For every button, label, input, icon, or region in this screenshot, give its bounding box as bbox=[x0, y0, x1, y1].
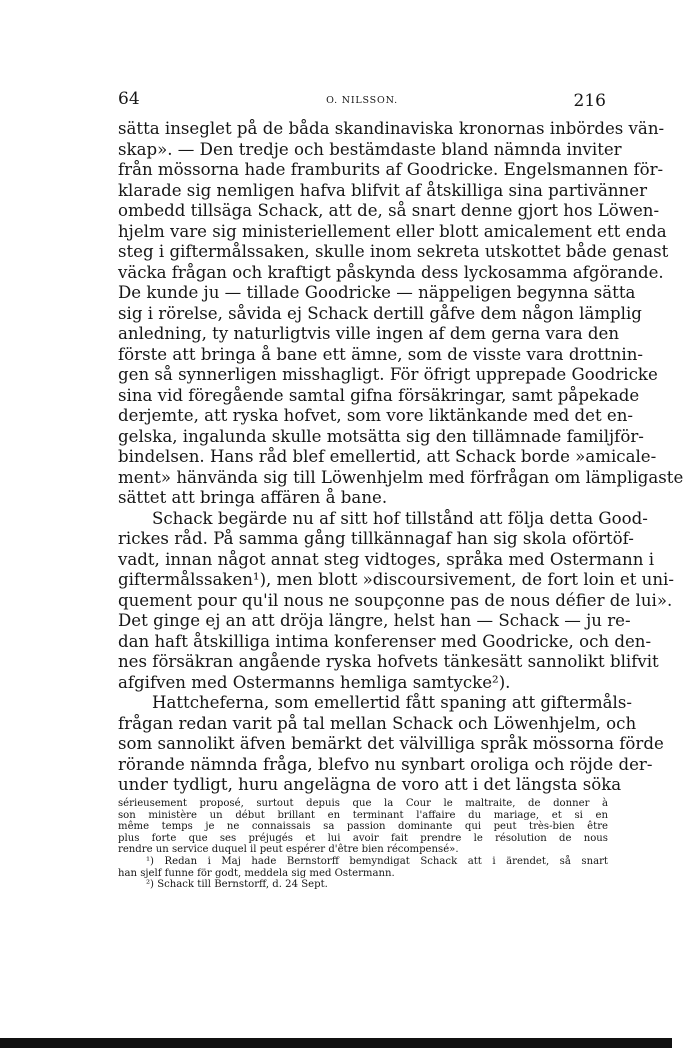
text-line: gen så synnerligen misshagligt. För öfrigt upprepade Goodricke bbox=[118, 365, 658, 384]
text-line: skap». — Den tredje och bestämdaste bland nämnda inviter bbox=[118, 139, 622, 159]
footnote-2: ²) Schack till Bernstorff, d. 24 Sept. bbox=[146, 879, 328, 891]
text-line: väcka frågan och kraftigt påskynda dess lyckosamma afgörande. bbox=[118, 262, 664, 282]
text-line: steg i giftermålssaken, skulle inom sekreta utskottet både genast bbox=[118, 242, 669, 261]
footnote-1: ¹) Redan i Maj hade Bernstorff bemyndigat Schack att i ärendet, så snart bbox=[146, 855, 608, 867]
text-line: quement pour qu'il nous ne soupçonne pas de nous défier de lui». bbox=[118, 590, 673, 610]
running-title: O. NILSSON. bbox=[326, 95, 398, 106]
text-line: ombedd tillsäga Schack, att de, så snart denne gjort hos Löwen- bbox=[118, 201, 660, 220]
footnote-line: han sjelf funne för godt, meddela sig med Ostermann. bbox=[118, 867, 395, 879]
text-line: rörande nämnda fråga, blefvo nu synbart oroliga och röjde der- bbox=[118, 754, 653, 774]
scan-edge-bar bbox=[0, 1038, 672, 1048]
text-line: anledning, ty naturligtvis ville ingen af dem gerna vara den bbox=[118, 324, 620, 343]
text-line: derjemte, att ryska hofvet, som vore liktänkande med det en- bbox=[118, 406, 634, 425]
footnote-line: plus forte que ses préjugés et lui avoir fait prendre le résolution de nous bbox=[118, 832, 608, 844]
text-line: giftermålssaken¹), men blott »discoursivement, de fort loin et uni- bbox=[118, 570, 674, 589]
text-line: under tydligt, huru angelägna de voro att i det längsta söka bbox=[118, 775, 622, 794]
text-line: sig i rörelse, såvida ej Schack dertill gåfve dem någon lämplig bbox=[118, 303, 642, 323]
footnotes bbox=[118, 798, 608, 891]
paragraph-end-line: sättet att bringa affären å bane. bbox=[118, 488, 388, 507]
text-line: gelska, ingalunda skulle motsätta sig den tillämnade familjför- bbox=[118, 426, 644, 446]
paragraph-start-line: Schack begärde nu af sitt hof tillstånd att följa detta Good- bbox=[152, 508, 648, 528]
footnote-line: sérieusement proposé, surtout depuis que la Cour le maltraite, de donner à bbox=[118, 798, 608, 809]
footnote-line: son ministère un début brillant en terminant l'affaire du mariage, et si en bbox=[118, 809, 608, 821]
text-line: hjelm vare sig ministeriellement eller blott amicalement ett enda bbox=[118, 221, 667, 241]
text-line: förste att bringa å bane ett ämne, som de visste vara drottnin- bbox=[118, 344, 644, 364]
footnote-line: même temps je ne connaissais sa passion dominante qui peut très-bien être bbox=[118, 821, 608, 833]
text-line: sina vid föregående samtal gifna försäkringar, samt påpekade bbox=[118, 385, 640, 405]
paragraph-end-line: afgifven med Ostermanns hemliga samtycke²). bbox=[118, 672, 511, 692]
text-line: frågan redan varit på tal mellan Schack och Löwenhjelm, och bbox=[118, 713, 637, 733]
paragraph-start-line: Hattcheferna, som emellertid fått spaning att giftermåls- bbox=[152, 693, 632, 712]
text-line: ment» hänvända sig till Löwenhjelm med förfrågan om lämpligaste bbox=[118, 467, 683, 487]
right-page-number: 216 bbox=[573, 91, 606, 111]
text-line: klarade sig nemligen hafva blifvit af åtskilliga sina partivänner bbox=[118, 180, 647, 200]
text-line: som sannolikt äfven bemärkt det välvilliga språk mössorna förde bbox=[118, 734, 664, 753]
text-line: från mössorna hade framburits af Goodricke. Engelsmannen för- bbox=[118, 160, 664, 179]
main-text bbox=[118, 119, 683, 796]
text-line: nes försäkran angående ryska hofvets tänkesätt sannolikt blifvit bbox=[118, 652, 659, 671]
page-header bbox=[118, 89, 606, 113]
text-line: sätta inseglet på de båda skandinaviska kronornas inbördes vän- bbox=[118, 119, 665, 138]
text-line: bindelsen. Hans råd blef emellertid, att Schack borde »amicale- bbox=[118, 447, 657, 466]
text-line: De kunde ju — tillade Goodricke — näppeligen begynna sätta bbox=[118, 283, 636, 302]
text-line: rickes råd. På samma gång tillkännagaf han sig skola oförtöf- bbox=[118, 529, 634, 548]
left-page-number: 64 bbox=[118, 89, 140, 109]
footnote-line: rendre un service duquel il peut espérer d'être bien récompensé». bbox=[118, 844, 459, 856]
text-line: dan haft åtskilliga intima konferenser med Goodricke, och den- bbox=[118, 631, 652, 651]
text-line: Det ginge ej an att dröja längre, helst han — Schack — ju re- bbox=[118, 611, 631, 630]
text-line: vadt, innan något annat steg vidtoges, språka med Ostermann i bbox=[118, 549, 655, 569]
